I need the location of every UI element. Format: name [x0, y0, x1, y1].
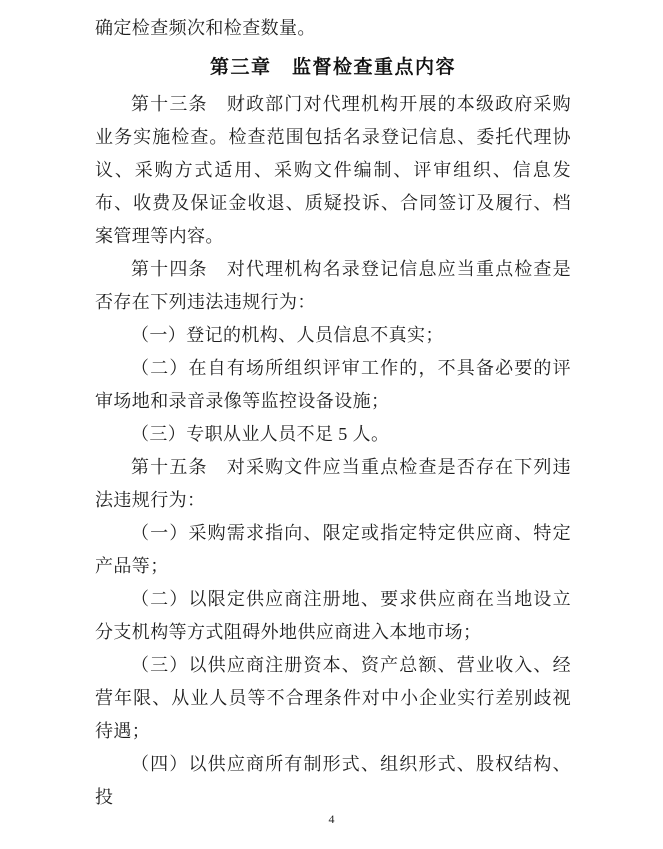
list-item-14-2: （二）在自有场所组织评审工作的，不具备必要的评审场地和录音录像等监控设备设施；: [95, 358, 571, 411]
list-item-15-2: （二）以限定供应商注册地、要求供应商在当地设立分支机构等方式阻碍外地供应商进入本地市场；: [95, 589, 571, 642]
list-item-14-1: （一）登记的机构、人员信息不真实；: [131, 325, 444, 345]
page-number: 4: [328, 812, 335, 826]
paragraph-article-15: 第十五条 对采购文件应当重点检查是否存在下列违法违规行为：: [95, 457, 571, 510]
list-item-14-3: （三）专职从业人员不足 5 人。: [131, 424, 390, 444]
document-body: [95, 12, 571, 814]
chapter-heading: 第三章 监督检查重点内容: [209, 57, 456, 78]
paragraph-article-14: 第十四条 对代理机构名录登记信息应当重点检查是否存在下列违法违规行为：: [95, 259, 571, 312]
list-item-15-4: （四）以供应商所有制形式、组织形式、股权结构、投: [95, 754, 571, 807]
list-item-15-1: （一）采购需求指向、限定或指定特定供应商、特定产品等；: [95, 523, 571, 576]
list-item-15-3: （三）以供应商注册资本、资产总额、营业收入、经营年限、从业人员等不合理条件对中小企业实行差别歧视待遇；: [95, 655, 571, 741]
paragraph-continuation: 确定检查频次和检查数量。: [95, 18, 316, 38]
paragraph-article-13: 第十三条 财政部门对代理机构开展的本级政府采购业务实施检查。检查范围包括名录登记信息、委托代理协议、采购方式适用、采购文件编制、评审组织、信息发布、收费及保证金收退、质疑投诉、合同签订及履行、档案管理等内容。: [95, 94, 571, 246]
